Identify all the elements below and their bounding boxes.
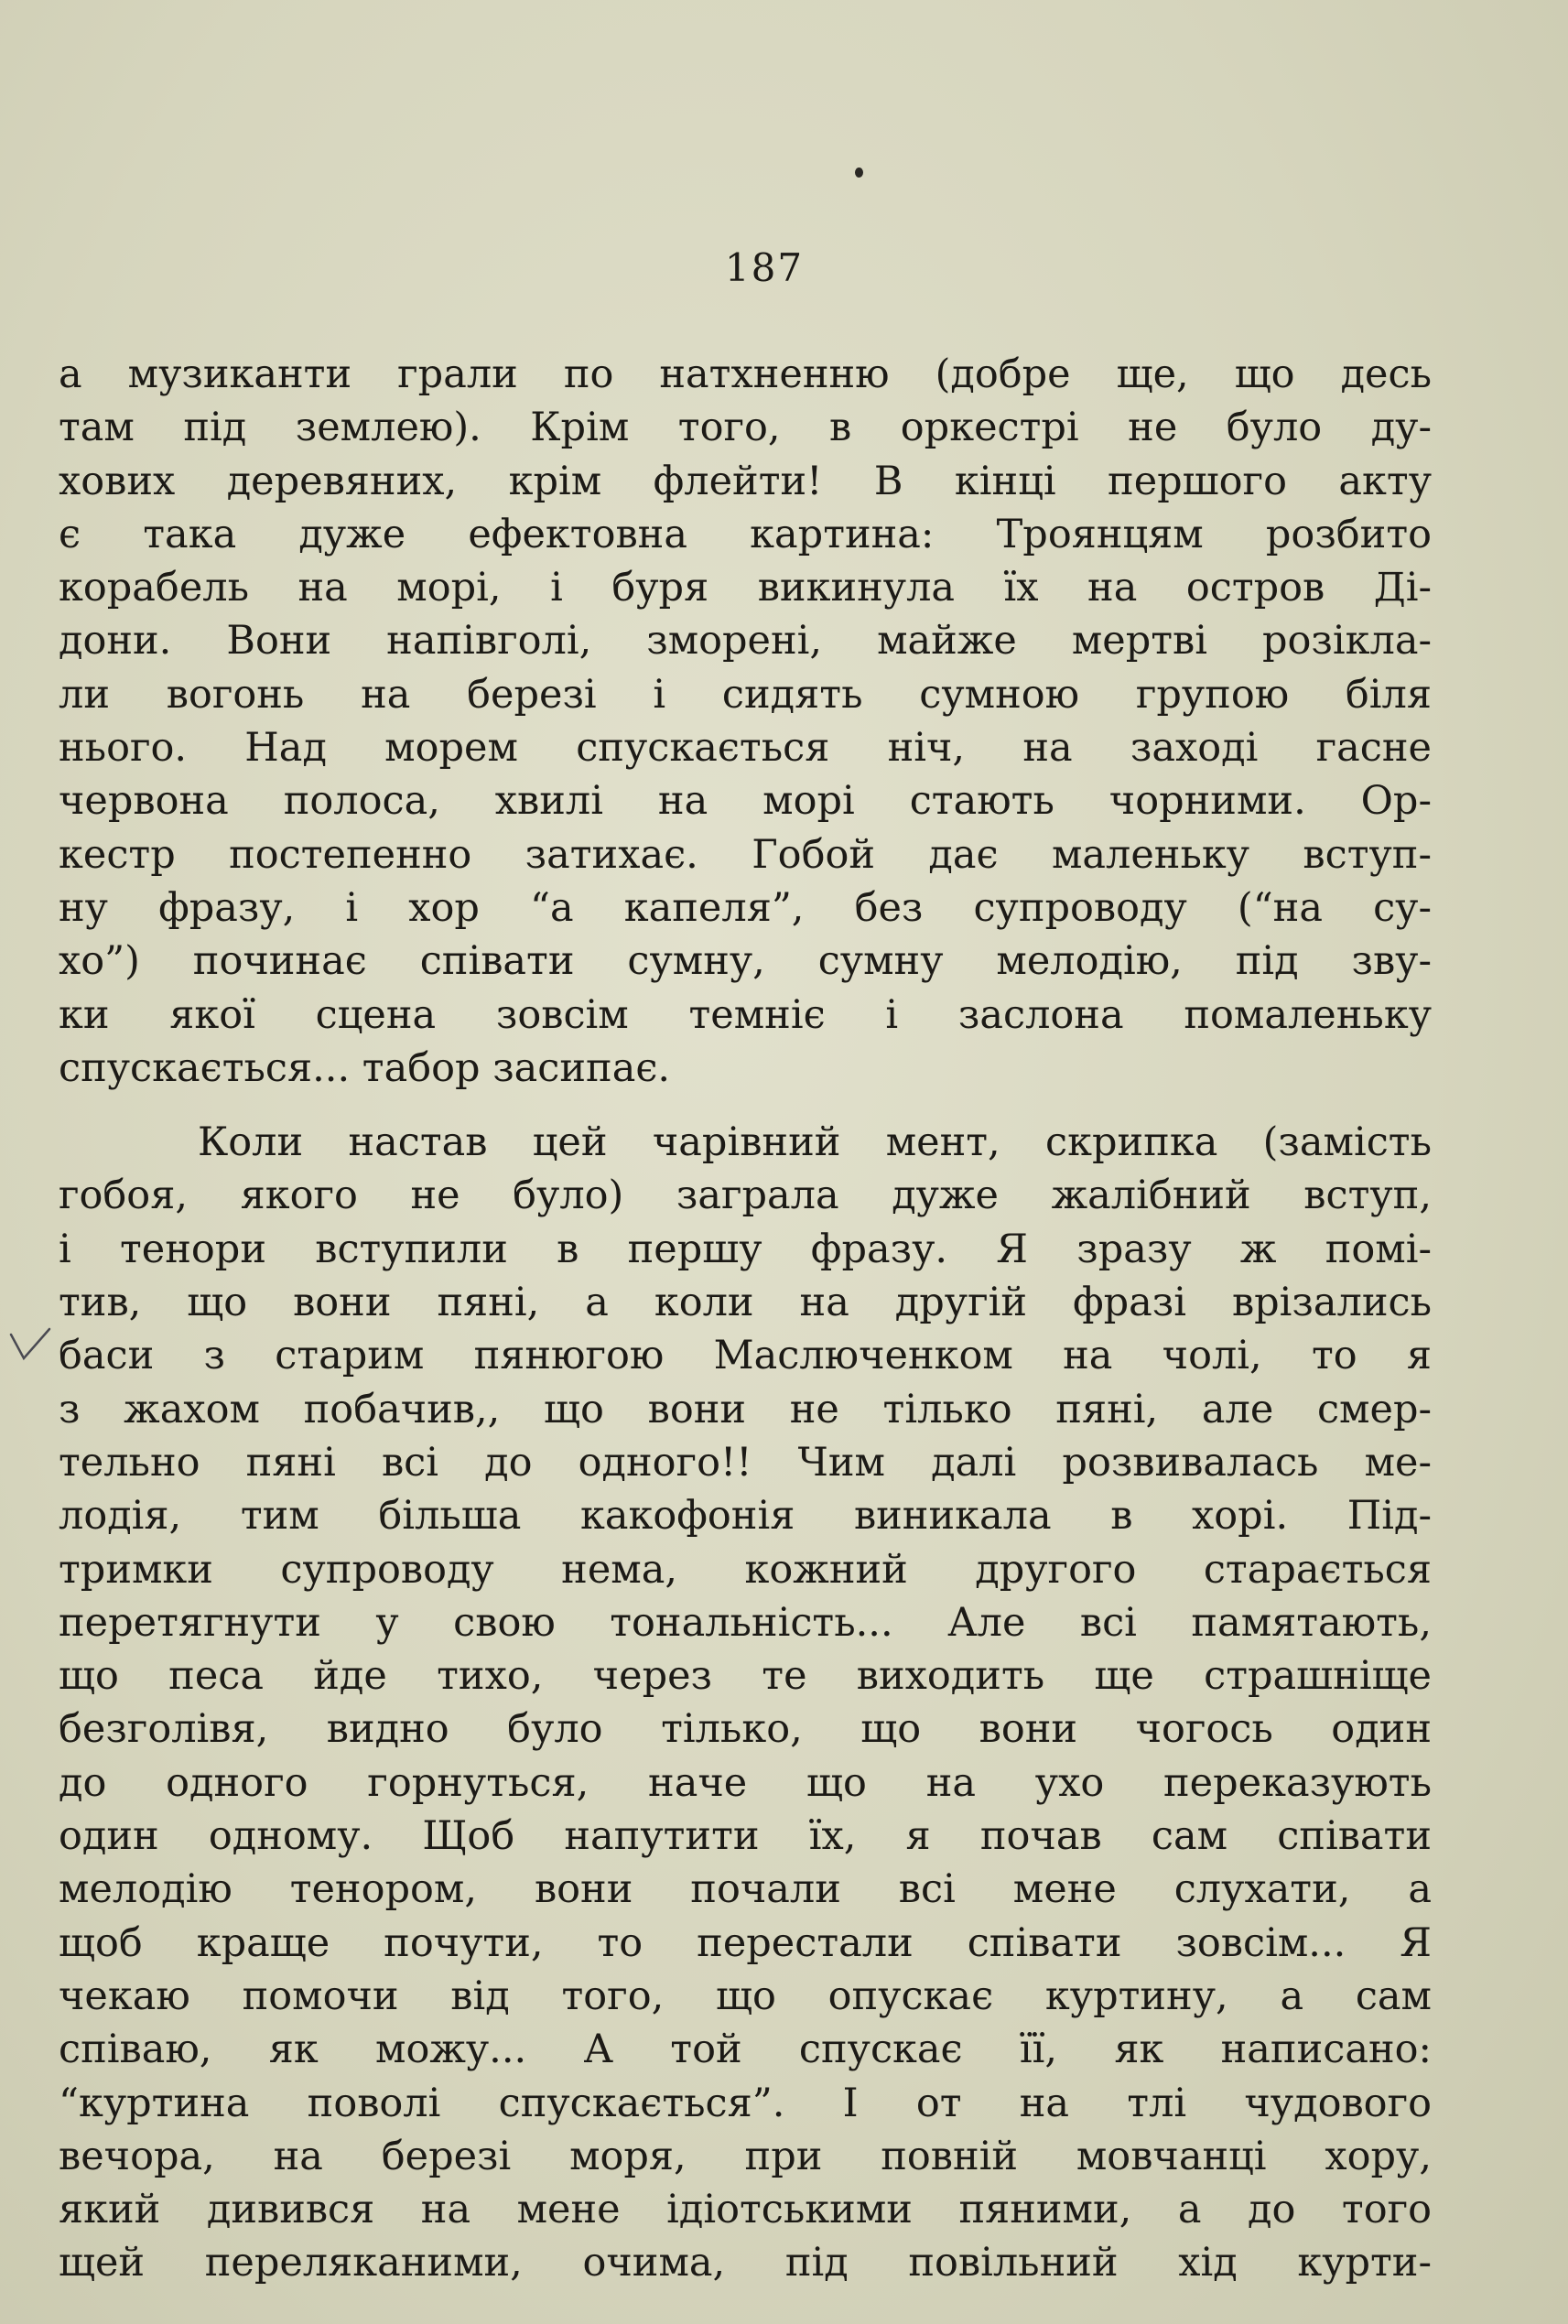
text-line: баси з старим пянюгою Маслюченком на чолі, то я <box>59 1333 1432 1379</box>
text-line: ки якої сцена зовсім темніє і заслона помаленьку <box>59 991 1432 1038</box>
text-line: кестр постепенно затихає. Гобой дає маленьку вступ- <box>59 831 1432 878</box>
page-number: 187 <box>724 245 805 290</box>
text-line: “куртина поволі спускається”. І от на тлі чудового <box>59 2080 1432 2126</box>
text-line: щей переляканими, очима, під повільний хід курти- <box>59 2240 1432 2286</box>
text-line: лодія, тим більша какофонія виникала в хорі. Під- <box>59 1493 1432 1540</box>
text-line: нього. Над морем спускається ніч, на заході гасне <box>59 725 1432 772</box>
paragraph-1 <box>59 348 1432 1095</box>
text-line: ну фразу, і хор “а капеля”, без супроводу (“на су- <box>59 884 1432 931</box>
margin-check-mark-icon <box>7 1325 53 1367</box>
text-line: що песа йде тихо, через те виходить ще страшніще <box>59 1653 1432 1700</box>
paragraph-2 <box>59 1116 1432 2290</box>
text-line: співаю, як можу... А той спускає її, як написано: <box>59 2027 1432 2073</box>
text-line: є така дуже ефектовна картина: Троянцям розбито <box>59 511 1432 557</box>
ink-dot <box>855 168 863 178</box>
text-line: який дивився на мене ідіотськими пяними, а до того <box>59 2187 1432 2233</box>
text-line: гобоя, якого не було) заграла дуже жалібний вступ, <box>59 1173 1432 1219</box>
text-line: безголівя, видно було тілько, що вони чогось один <box>59 1706 1432 1753</box>
text-line: тримки супроводу нема, кожний другого старається <box>59 1546 1432 1593</box>
text-line: з жахом побачив,, що вони не тілько пяні, але смер- <box>59 1386 1432 1432</box>
text-line: тельно пяні всі до одного!! Чим далі розвивалась ме- <box>59 1439 1432 1486</box>
text-line: один одному. Щоб напутити їх, я почав сам співати <box>59 1813 1432 1860</box>
text-line: чекаю помочи від того, що опускає куртину, а сам <box>59 1973 1432 2019</box>
text-line: а музиканти грали по натхненню (добре ще, що десь <box>59 351 1432 397</box>
text-line: ли вогонь на березі і сидять сумною групою біля <box>59 671 1432 718</box>
text-line: дони. Вони напівголі, зморені, майже мертві розікла- <box>59 618 1432 665</box>
text-line: мелодію тенором, вони почали всі мене слухати, а <box>59 1866 1432 1913</box>
text-line: до одного горнуться, наче що на ухо переказують <box>59 1759 1432 1806</box>
text-line: червона полоса, хвилі на морі стають чорними. Ор- <box>59 778 1432 825</box>
paragraph-gap <box>59 1095 1432 1116</box>
body-text <box>59 348 1432 2290</box>
text-line: тив, що вони пяні, а коли на другій фразі врізались <box>59 1280 1432 1326</box>
text-line: корабель на морі, і буря викинула їх на остров Ді- <box>59 565 1432 611</box>
text-line: спускається... табор засипає. <box>59 1044 671 1091</box>
text-line: Коли настав цей чарівний мент, скрипка (замість <box>198 1119 1432 1166</box>
text-line: щоб краще почути, то перестали співати зовсім... Я <box>59 1919 1432 1966</box>
text-line: там під землею). Крім того, в оркестрі не було ду- <box>59 405 1432 451</box>
text-line: хо”) починає співати сумну, сумну мелодію, під зву- <box>59 938 1432 985</box>
text-line: перетягнути у свою тональність... Але всі памятають, <box>59 1599 1432 1646</box>
text-line: хових деревяних, крім флейти! В кінці першого акту <box>59 458 1432 504</box>
text-line: вечора, на березі моря, при повній мовчанці хору, <box>59 2133 1432 2179</box>
text-line: і тенори вступили в першу фразу. Я зразу ж помі- <box>59 1226 1432 1272</box>
